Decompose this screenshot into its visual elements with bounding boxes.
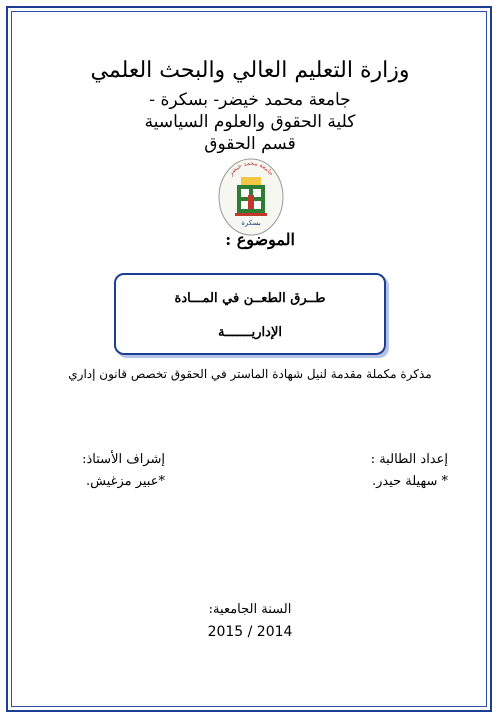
- university-name: جامعة محمد خيضر- بسكرة -: [149, 90, 351, 110]
- seal-bottom-text: بسكرة: [241, 219, 261, 227]
- prepared-by-label: إعداد الطالبة :: [370, 452, 448, 467]
- thesis-title-line-2: الإداريـــــــة: [218, 325, 282, 340]
- faculty-name: كلية الحقوق والعلوم السياسية: [144, 112, 356, 132]
- subject-label: الموضوع :: [225, 230, 295, 249]
- academic-year-label: السنة الجامعية:: [208, 602, 292, 617]
- supervisor-label: إشراف الأستاذ:: [82, 452, 165, 467]
- ministry-heading: وزارة التعليم العالي والبحث العلمي: [90, 58, 410, 83]
- department-name: قسم الحقوق: [204, 134, 296, 154]
- thesis-title-line-1: طــرق الطعــن في المـــادة: [174, 291, 326, 306]
- academic-year-value: 2015 / 2014: [207, 624, 293, 640]
- university-seal-icon: [217, 157, 285, 237]
- student-name: * سهيلة حيدر.: [371, 474, 448, 489]
- seal-arc-text: جامعة محمد خيضر: [227, 159, 275, 178]
- thesis-note: مذكرة مكملة مقدمة لنيل شهادة الماستر في الحقوق تخصص قانون إداري: [68, 367, 432, 381]
- thesis-title-box: [114, 273, 386, 355]
- supervisor-name: *عبير مزغيش.: [86, 474, 165, 489]
